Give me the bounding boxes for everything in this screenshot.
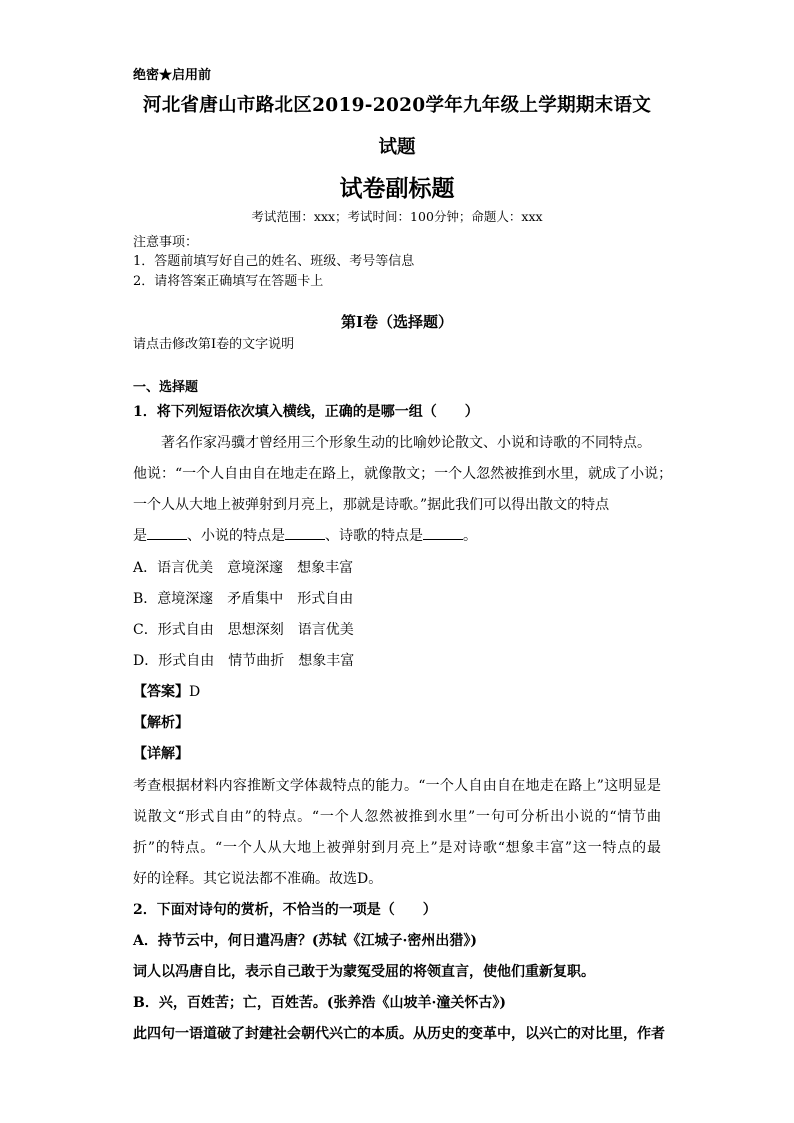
question-1-stem: 1．将下列短语依次填入横线，正确的是哪一组（ ） [133, 404, 479, 420]
secret-label: 绝密★启用前 [133, 68, 212, 83]
analysis-label: 【解析】 [133, 715, 189, 731]
exam-title-continued: 试题 [378, 137, 416, 158]
exam-subtitle: 试卷副标题 [339, 175, 455, 202]
option-b: B．意境深邃 矛盾集中 形式自由 [133, 591, 354, 607]
question-2-line: A．持节云中，何日遣冯唐？(苏轼《江城子·密州出猎》) [133, 933, 477, 949]
note-item: 1．答题前填写好自己的姓名、班级、考号等信息 [133, 254, 415, 269]
detail-text: 说散文“形式自由”的特点。“一个人忽然被推到水里”一句可分析出小说的“情节曲 [133, 809, 661, 825]
exam-info: 考试范围：xxx；考试时间：100分钟；命题人：xxx [251, 209, 543, 224]
question-2-line: B．兴，百姓苦；亡，百姓苦。(张养浩《山坡羊·潼关怀古》) [133, 995, 506, 1011]
detail-text: 考查根据材料内容推断文学体裁特点的能力。“一个人自由自在地走在路上”这明显是 [133, 778, 661, 794]
question-2-line: 词人以冯唐自比，表示自己敢于为蒙冤受屈的将领直言，使他们重新复职。 [133, 964, 595, 980]
answer-blank [147, 527, 187, 540]
option-d: D．形式自由 情节曲折 想象丰富 [133, 653, 355, 669]
question-1-blank-line [133, 525, 477, 545]
blank-text: 、小说的特点是 [187, 528, 285, 544]
blank-text: 、诗歌的特点是 [325, 528, 423, 544]
question-2-line: 此四句一语道破了封建社会朝代兴亡的本质。从历史的变革中，以兴亡的对比里，作者 [133, 1026, 665, 1042]
answer-line [133, 681, 200, 701]
answer-value: D [189, 684, 201, 700]
question-1-passage: 著名作家冯骥才曾经用三个形象生动的比喻妙论散文、小说和诗歌的不同特点。 [161, 435, 651, 451]
blank-text: 是 [133, 528, 147, 544]
question-1-passage: 他说：“一个人自由自在地走在路上，就像散文；一个人忽然被推到水里，就成了小说； [133, 466, 673, 482]
exam-title: 河北省唐山市路北区2019-2020学年九年级上学期期末语文 [142, 95, 652, 116]
answer-label: 【答案】 [133, 684, 189, 700]
part1-heading: 第I卷（选择题） [340, 313, 454, 331]
question-2-stem: 2．下面对诗句的赏析，不恰当的一项是（ ） [133, 902, 437, 918]
answer-blank [423, 527, 463, 540]
notes-heading: 注意事项： [133, 235, 199, 250]
blank-text: 。 [463, 528, 477, 544]
detail-label: 【详解】 [133, 746, 189, 762]
section-heading: 一、选择题 [133, 380, 199, 395]
question-1-passage: 一个人从大地上被弹射到月亮上，那就是诗歌。”据此我们可以得出散文的特点 [133, 497, 610, 513]
answer-blank [285, 527, 325, 540]
part1-description: 请点击修改第I卷的文字说明 [133, 337, 295, 352]
option-a: A．语言优美 意境深邃 想象丰富 [133, 560, 354, 576]
detail-text: 好的诠释。其它说法都不准确。故选D。 [133, 871, 383, 887]
detail-text: 折”的特点。“一个人从大地上被弹射到月亮上”是对诗歌“想象丰富”这一特点的最 [133, 840, 661, 856]
note-item: 2．请将答案正确填写在答题卡上 [133, 274, 324, 289]
option-c: C．形式自由 思想深刻 语言优美 [133, 622, 354, 638]
